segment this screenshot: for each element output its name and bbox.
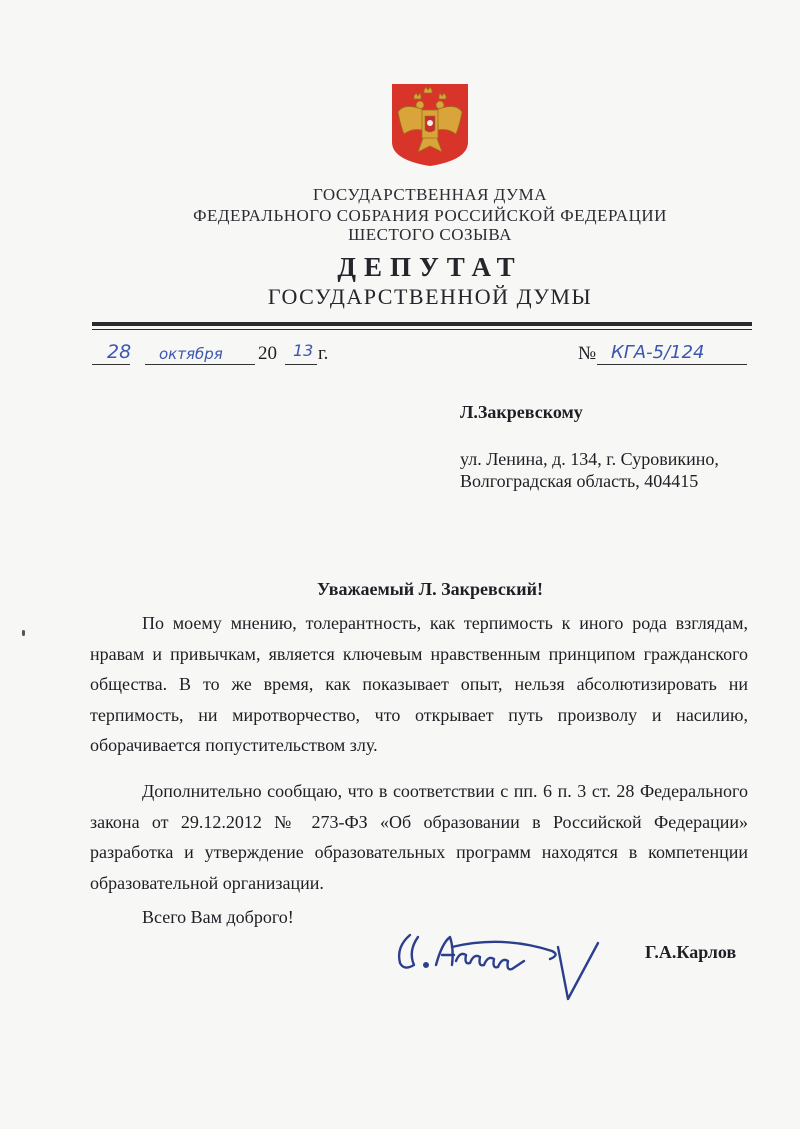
letterhead-title: ДЕПУТАТ: [337, 252, 523, 282]
letterhead-rule: [92, 322, 752, 326]
body-paragraph-1: По моему мнению, толерантность, как терпимость к иного рода взглядам, нравам и привычкам, является ключевым нравственным принципом гражданского общества. В то же время, как показывает опыт, нельзя абсолютизировать ни терпимость, ни миротворчество, что открывает путь произволу и насилию, оборачивается попустительством злу.: [90, 613, 748, 755]
header-line-1: ГОСУДАРСТВЕННАЯ ДУМА: [313, 185, 547, 204]
date-month-field: [145, 340, 255, 365]
date-day: 28: [107, 341, 132, 363]
signer-name: Г.А.Карлов: [645, 942, 737, 962]
date-year: 13: [293, 341, 314, 360]
date-suffix: г.: [318, 343, 329, 364]
salutation: Уважаемый Л. Закревский!: [316, 579, 543, 599]
number-sign: №: [578, 343, 597, 364]
closing-line: Всего Вам доброго!: [142, 907, 294, 927]
handwritten-signature: [392, 925, 602, 1015]
date-month: октября: [159, 345, 223, 363]
letterhead-rule-thin: [92, 329, 752, 330]
header-line-3: ШЕСТОГО СОЗЫВА: [348, 225, 512, 244]
scan-speck: [22, 630, 25, 636]
header-line-2: ФЕДЕРАЛЬНОГО СОБРАНИЯ РОССИЙСКОЙ ФЕДЕРАЦИИ: [193, 206, 667, 225]
registration-number: КГА-5/124: [611, 342, 705, 363]
date-day-field: [92, 340, 130, 365]
registration-number-field: [597, 340, 747, 365]
coat-of-arms-icon: [390, 82, 470, 168]
letterhead-subtitle: ГОСУДАРСТВЕННОЙ ДУМЫ: [267, 284, 593, 309]
address-line-2: Волгоградская область, 404415: [460, 471, 699, 491]
addressee-name: Л.Закревскому: [460, 402, 583, 422]
date-century: 20: [258, 343, 277, 364]
body-paragraph-2: Дополнительно сообщаю, что в соответствии с пп. 6 п. 3 ст. 28 Федерального закона от 29.12.2012 № 273-ФЗ «Об образовании в Российской Федерации» разработка и утверждение образовательных программ находятся в компетенции образовательной организации.: [90, 781, 748, 893]
date-year-field: [285, 340, 317, 365]
address-line-1: ул. Ленина, д. 134, г. Суровикино,: [460, 449, 719, 469]
